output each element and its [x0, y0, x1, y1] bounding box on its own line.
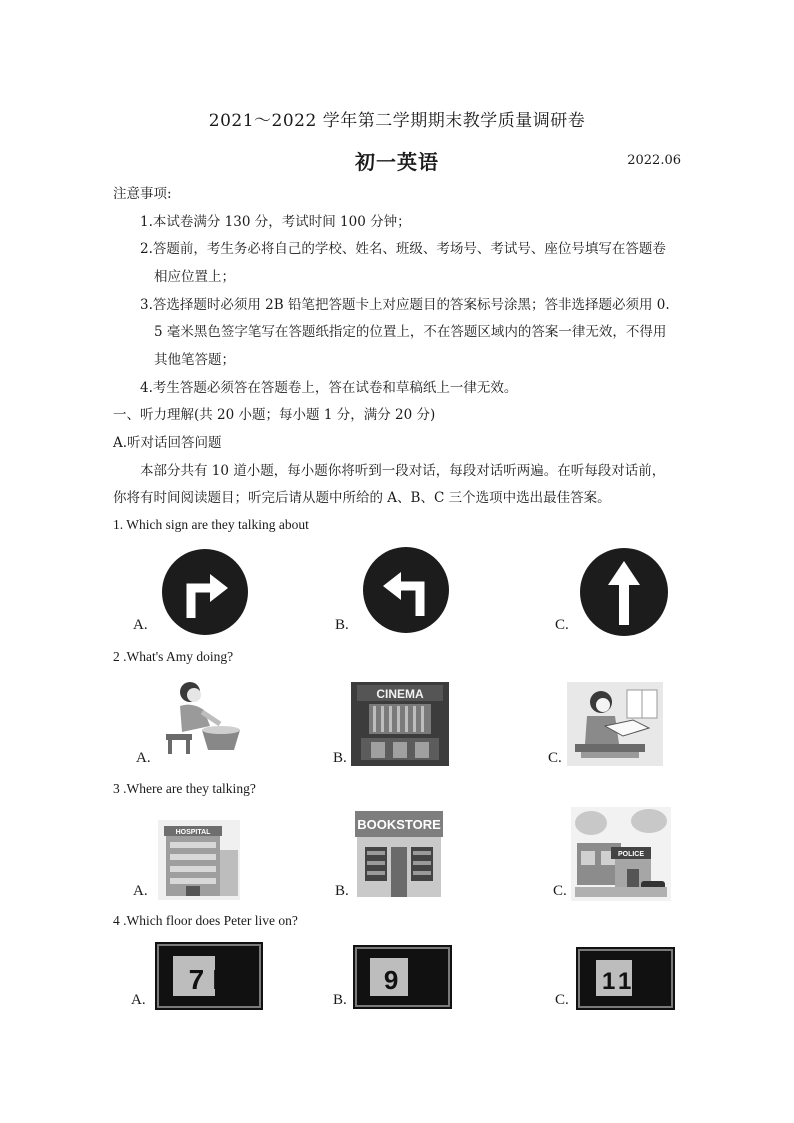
notice-heading: 注意事项: [113, 186, 172, 202]
notice-item-1: 1.本试卷满分 130 分，考试时间 100 分钟； [140, 214, 411, 230]
turn-right-sign-icon[interactable] [160, 548, 250, 636]
turn-left-sign-icon[interactable] [361, 546, 451, 634]
notice-item-3: 3.答选择题时必须用 2B 铅笔把答题卡上对应题目的答案标号涂黑；答非选择题必须用 0. [140, 297, 670, 313]
floor-11f-text: 11F [601, 968, 655, 995]
police-sign-text: POLICE [617, 851, 645, 858]
floor-11f-sign-icon[interactable] [576, 947, 675, 1010]
question-1-text: 1. Which sign are they talking about [113, 517, 309, 532]
question-3-option-a-label[interactable]: A. [133, 883, 148, 899]
hospital-building-icon[interactable] [158, 820, 240, 900]
question-2-option-c-label[interactable]: C. [548, 750, 562, 766]
question-4-option-b-label[interactable]: B. [333, 992, 347, 1008]
question-4-text: 4 .Which floor does Peter live on? [113, 913, 298, 928]
question-3-option-b-label[interactable]: B. [335, 883, 349, 899]
part-a-intro-1: 本部分共有 10 道小题，每小题你将听到一段对话，每段对话听两遍。在听每段对话前， [140, 463, 666, 479]
exam-date: 2022.06 [627, 153, 681, 168]
question-1-option-c-label[interactable]: C. [555, 617, 569, 633]
notice-item-3-cont-2: 其他笔答题； [154, 352, 235, 368]
bookstore-sign-text: BOOKSTORE [357, 817, 441, 832]
notice-item-3-cont: 5 毫米黑色签字笔写在答题纸指定的位置上，不在答题区域内的答案一律无效，不得用 [154, 324, 667, 340]
question-2-option-a-label[interactable]: A. [136, 750, 151, 766]
question-2-text: 2 .What's Amy doing? [113, 649, 234, 664]
police-station-icon[interactable] [571, 807, 671, 901]
cinema-building-icon[interactable] [351, 682, 449, 766]
notice-item-2-cont: 相应位置上； [154, 269, 235, 285]
straight-ahead-sign-icon[interactable] [578, 547, 670, 637]
cinema-sign-text: CINEMA [376, 687, 424, 701]
girl-reading-book-icon[interactable] [567, 682, 663, 766]
floor-9f-text: 9F [383, 965, 431, 995]
question-3-option-c-label[interactable]: C. [553, 883, 567, 899]
question-1-option-b-label[interactable]: B. [335, 617, 349, 633]
hospital-sign-text: HOSPITAL [175, 829, 211, 836]
bookstore-building-icon[interactable] [351, 807, 447, 901]
question-4-option-a-label[interactable]: A. [131, 992, 146, 1008]
part-a-heading: A.听对话回答问题 [113, 435, 222, 451]
notice-item-2: 2.答题前，考生务必将自己的学校、姓名、班级、考场号、考试号、座位号填写在答题卷 [140, 241, 666, 257]
question-4-option-c-label[interactable]: C. [555, 992, 569, 1008]
section-heading: 一、听力理解(共 20 小题；每小题 1 分，满分 20 分) [113, 407, 436, 423]
floor-7f-sign-icon[interactable] [155, 942, 263, 1010]
exam-title: 2021～2022 学年第二学期期末教学质量调研卷 [208, 111, 586, 131]
question-1-option-a-label[interactable]: A. [133, 617, 148, 633]
girl-washing-clothes-icon[interactable] [158, 676, 244, 762]
notice-item-4: 4.考生答题必须答在答题卷上，答在试卷和草稿纸上一律无效。 [140, 380, 518, 396]
question-3-text: 3 .Where are they talking? [113, 781, 256, 796]
floor-9f-sign-icon[interactable] [353, 945, 452, 1009]
question-2-option-b-label[interactable]: B. [333, 750, 347, 766]
part-a-intro-2: 你将有时间阅读题目；听完后请从题中所给的 A、B、C 三个选项中选出最佳答案。 [113, 490, 611, 506]
floor-7f-text: 7F [188, 964, 238, 995]
exam-subject: 初一英语 [355, 150, 439, 174]
